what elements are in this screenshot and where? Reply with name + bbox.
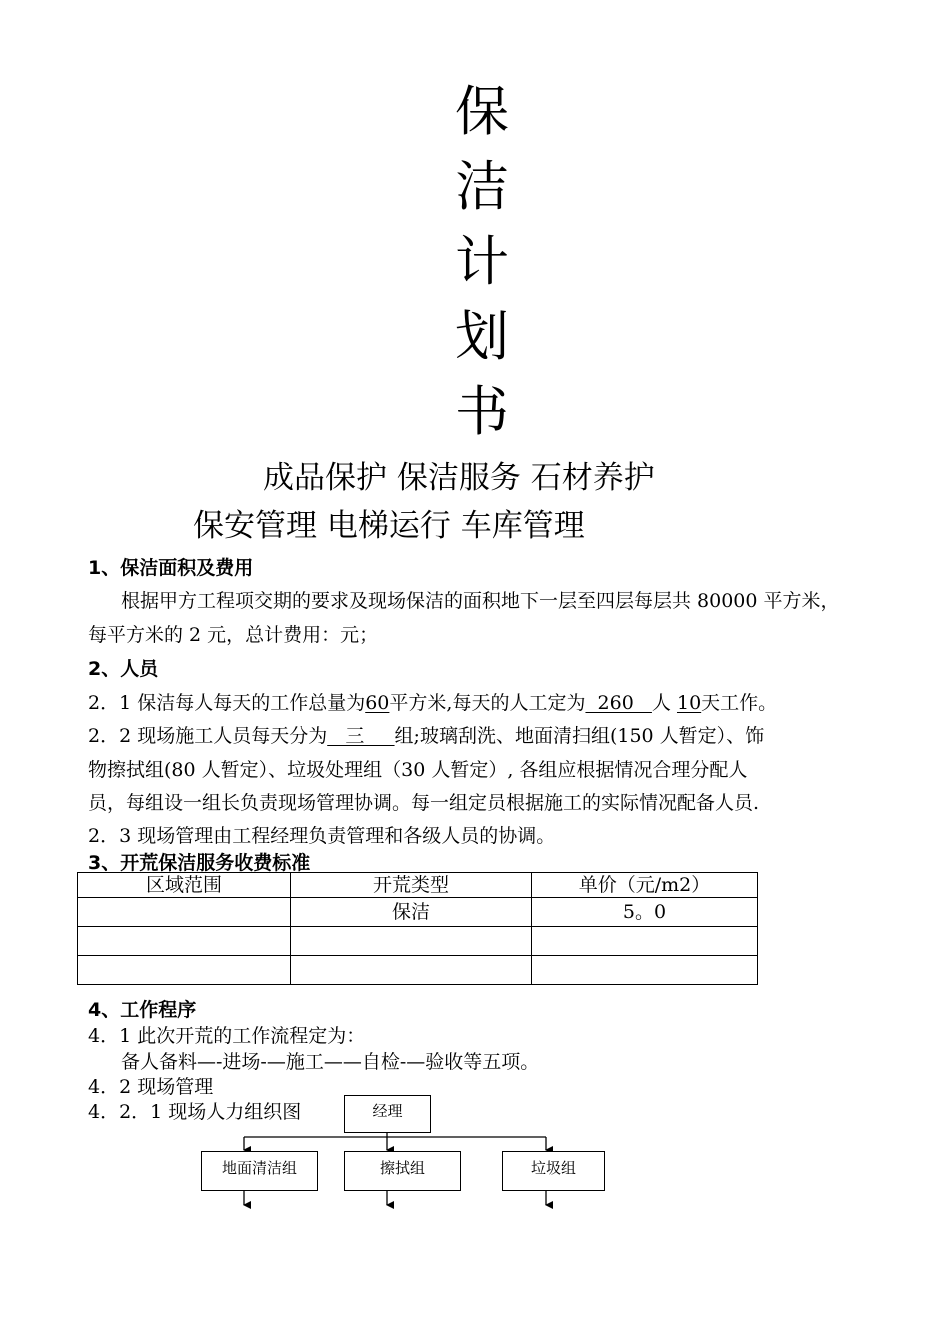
column-header: 区域范围 [78, 873, 291, 898]
item-text: 天工作。 [701, 692, 778, 714]
section-1-para-line-1: 根据甲方工程项交期的要求及现场保洁的面积地下一层至四层每层共 80000 平方米， [121, 590, 840, 612]
item-text: 平方米,每天的人工定为 [389, 692, 586, 714]
days-value: 10 [676, 692, 702, 714]
section-4-item-2: 4．2 现场管理 [88, 1076, 214, 1098]
item-text: 人 [651, 692, 671, 714]
item-text: 2．1 保洁每人每天的工作总量为 [88, 692, 366, 714]
title-char: 保 [455, 80, 509, 143]
table-cell: 5。0 [532, 898, 758, 927]
org-node-floor-cleaning: 地面清洁组 [201, 1151, 318, 1191]
services-line-1: 成品保护 保洁服务 石材养护 [263, 460, 655, 496]
section-4-item-1: 4．1 此次开荒的工作流程定为： [88, 1025, 366, 1047]
column-header: 开荒类型 [291, 873, 532, 898]
section-2-item-2-line-2: 物擦拭组(80 人暂定）、垃圾处理组（30 人暂定）, 各组应根据情况合理分配人 [88, 759, 748, 781]
title-char: 计 [455, 230, 509, 293]
title-char: 书 [455, 380, 509, 443]
people-value: 260 [585, 692, 652, 714]
column-header: 单价（元/m2） [532, 873, 758, 898]
title-char: 洁 [455, 155, 509, 218]
section-3-heading: 3、开荒保洁服务收费标准 [88, 852, 311, 874]
section-1-para-line-2: 每平方米的 2 元，总计费用：元； [88, 624, 379, 646]
section-4-heading: 4、工作程序 [88, 999, 197, 1021]
groups-value: 三 [327, 725, 395, 747]
item-text: 2．2 现场施工人员每天分为 [88, 725, 328, 747]
section-4-item-1-detail: 备人备料—-进场-—施工——自检-—验收等五项。 [121, 1051, 540, 1073]
area-value: 60 [365, 692, 390, 714]
item-text: 组;玻璃刮洗、地面清扫组(150 人暂定）、饰 [394, 725, 765, 747]
section-2-item-3: 2．3 现场管理由工程经理负责管理和各级人员的协调。 [88, 825, 556, 847]
section-1-heading: 1、保洁面积及费用 [88, 557, 254, 579]
section-4-item-2-1: 4．2．1 现场人力组织图 [88, 1101, 302, 1123]
services-line-2: 保安管理 电梯运行 车库管理 [193, 508, 585, 544]
section-2-item-2-line-3: 员，每组设一组长负责现场管理协调。每一组定员根据施工的实际情况配备人员. [88, 792, 760, 814]
section-2-heading: 2、人员 [88, 658, 159, 680]
org-node-root: 经理 [344, 1095, 431, 1133]
title-char: 划 [455, 305, 509, 368]
org-node-garbage: 垃圾组 [502, 1151, 605, 1191]
org-node-wiping: 擦拭组 [344, 1151, 461, 1191]
table-cell: 保洁 [291, 898, 532, 927]
